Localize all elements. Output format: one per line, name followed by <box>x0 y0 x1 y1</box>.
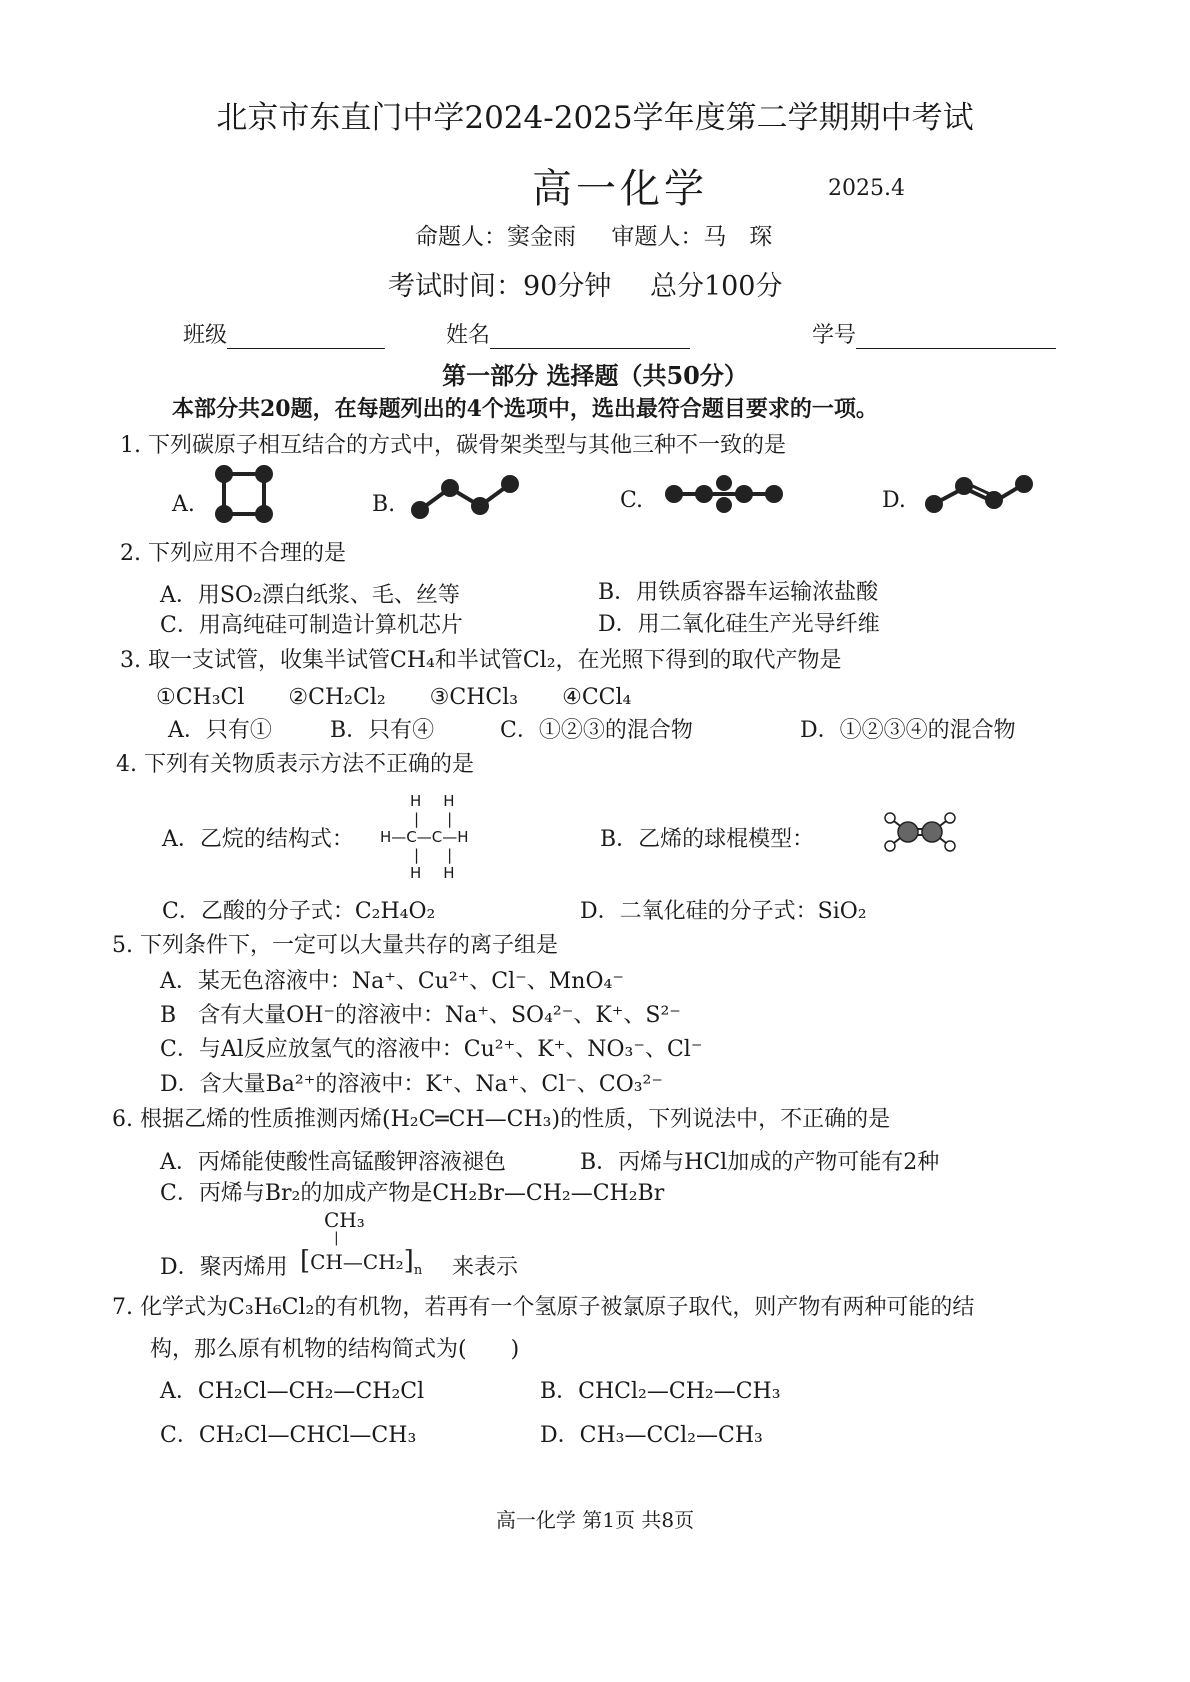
q1-chain-molecule <box>924 466 1034 516</box>
q6-option-a: A．丙烯能使酸性高锰酸钾溶液褪色 <box>160 1150 506 1175</box>
total-score: 总分100分 <box>649 271 783 302</box>
q6-option-d-suffix: 来表示 <box>452 1255 519 1280</box>
q3-option-c: C．①②③的混合物 <box>500 718 693 743</box>
polymer-chain: CH—CH₂ <box>310 1250 404 1274</box>
h-atom: H <box>410 792 422 810</box>
q1-branched-molecule <box>664 474 784 514</box>
q6-option-c: C．丙烯与Br₂的加成产物是CH₂Br—CH₂—CH₂Br <box>160 1181 665 1206</box>
q1-stem: 1. 下列碳原子相互结合的方式中，碳骨架类型与其他三种不一致的是 <box>120 433 786 458</box>
c-atom: C <box>406 828 417 846</box>
q1-ring-molecule <box>214 464 274 524</box>
q2-option-a: A．用SO₂漂白纸浆、毛、丝等 <box>160 583 460 608</box>
ethane-structural-formula: H H | | H—C—C—H | | H H <box>380 792 469 882</box>
h-atom: H <box>410 864 422 882</box>
q2-stem: 2. 下列应用不合理的是 <box>120 541 346 566</box>
author: 命题人：窦金雨 <box>415 224 576 250</box>
q1-option-b-label: B. <box>372 492 396 517</box>
ethylene-ball-stick-model <box>880 810 960 854</box>
q5-option-b: B 含有大量OH⁻的溶液中：Na⁺、SO₄²⁻、K⁺、S²⁻ <box>160 1003 681 1028</box>
q4-stem: 4. 下列有关物质表示方法不正确的是 <box>116 752 474 777</box>
q7-option-d: D．CH₃—CCl₂—CH₃ <box>540 1423 763 1448</box>
h-atom: H <box>380 828 392 846</box>
class-label: 班级 <box>183 323 228 348</box>
degree-of-polymerization: n <box>413 1263 423 1278</box>
exam-time: 考试时间：90分钟 <box>388 271 612 302</box>
h-atom: H <box>443 792 455 810</box>
q3-option-a: A．只有① <box>168 718 272 743</box>
section-instruction: 本部分共20题，在每题列出的4个选项中，选出最符合题目要求的一项。 <box>172 396 878 422</box>
q1-option-d-label: D. <box>882 488 906 513</box>
q6-option-d-prefix: D．聚丙烯用 <box>160 1255 288 1280</box>
q1-option-c-label: C. <box>620 488 644 513</box>
q5-option-c: C．与Al反应放氢气的溶液中：Cu²⁺、K⁺、NO₃⁻、Cl⁻ <box>160 1037 703 1062</box>
id-blank[interactable] <box>856 328 1056 349</box>
q7-option-c: C．CH₂Cl—CHCl—CH₃ <box>160 1423 417 1448</box>
name-field <box>446 318 690 349</box>
q5-option-d: D．含大量Ba²⁺的溶液中：K⁺、Na⁺、Cl⁻、CO₃²⁻ <box>160 1072 663 1097</box>
q7-stem-line2: 构，那么原有机物的结构简式为( ) <box>150 1337 520 1362</box>
name-blank[interactable] <box>490 328 690 349</box>
q6-option-b: B．丙烯与HCl加成的产物可能有2种 <box>580 1150 940 1175</box>
c-atom: C <box>431 828 443 846</box>
q7-stem-line1: 7. 化学式为C₃H₆Cl₂的有机物，若再有一个氢原子被氯原子取代，则产物有两种可能的结 <box>112 1295 975 1320</box>
q7-option-b: B．CHCl₂—CH₂—CH₃ <box>540 1379 781 1404</box>
q2-option-c: C．用高纯硅可制造计算机芯片 <box>160 613 463 638</box>
exam-date: 2025.4 <box>828 176 905 201</box>
class-field <box>183 318 385 349</box>
q1-option-a-label: A. <box>172 492 195 517</box>
q4-option-c: C．乙酸的分子式：C₂H₄O₂ <box>162 899 436 924</box>
h-atom: H <box>457 828 469 846</box>
q4-option-b: B．乙烯的球棍模型： <box>600 827 815 852</box>
q6-stem: 6. 根据乙烯的性质推测丙烯(H₂C═CH—CH₃)的性质，下列说法中，不正确的是 <box>112 1107 891 1132</box>
page-footer: 高一化学 第1页 共8页 <box>495 1508 695 1532</box>
q2-option-b: B．用铁质容器车运输浓盐酸 <box>598 580 879 605</box>
exam-title: 北京市东直门中学2024-2025学年度第二学期期中考试 <box>216 100 974 136</box>
q4-option-d: D．二氧化硅的分子式：SiO₂ <box>580 899 867 924</box>
class-blank[interactable] <box>227 328 385 349</box>
authors-line <box>415 218 800 251</box>
name-label: 姓名 <box>446 323 491 348</box>
section-title: 第一部分 选择题（共50分） <box>442 361 748 390</box>
id-label: 学号 <box>812 323 857 348</box>
q7-option-a: A．CH₂Cl—CH₂—CH₂Cl <box>160 1379 425 1404</box>
subject-title: 高一化学 <box>532 166 708 212</box>
id-field <box>812 318 1056 349</box>
q2-option-d: D．用二氧化硅生产光导纤维 <box>598 612 880 637</box>
q3-items: ①CH₃Cl ②CH₂Cl₂ ③CHCl₃ ④CCl₄ <box>156 685 632 710</box>
h-atom: H <box>443 864 455 882</box>
q3-option-d: D．①②③④的混合物 <box>800 718 1016 743</box>
q3-stem: 3. 取一支试管，收集半试管CH₄和半试管Cl₂，在光照下得到的取代产物是 <box>120 648 842 673</box>
q5-option-a: A．某无色溶液中：Na⁺、Cu²⁺、Cl⁻、MnO₄⁻ <box>160 969 624 994</box>
time-score-line <box>388 264 813 303</box>
methyl-group: CH₃ <box>324 1208 365 1232</box>
q1-zigzag-molecule <box>410 470 520 520</box>
q4-option-a: A．乙烷的结构式： <box>162 827 354 852</box>
q5-stem: 5. 下列条件下，一定可以大量共存的离子组是 <box>112 933 558 958</box>
reviewer: 审题人：马 琛 <box>611 224 773 250</box>
q3-option-b: B．只有④ <box>330 718 435 743</box>
